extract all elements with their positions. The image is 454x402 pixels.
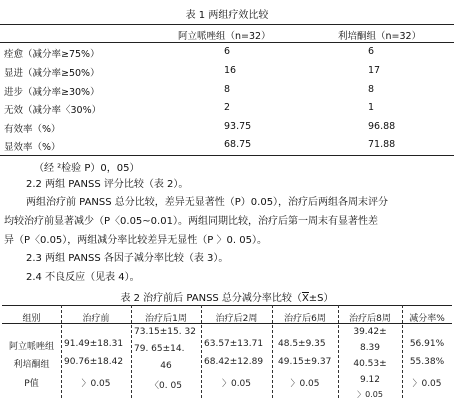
cell-value: 39.42± (353, 327, 387, 337)
section-2-3-heading: 2.3 两组 PANSS 各因子减分率比较（表 3）。 (26, 253, 229, 264)
cell-value: 9.12 (359, 375, 381, 385)
caption-text: ±S） (308, 293, 334, 304)
cell-value: 8 (368, 84, 375, 95)
cell-value: 90.76±18.42 (64, 357, 124, 367)
header-rate: 减分率% (409, 314, 445, 324)
caption-text: 表 2 治疗前后 PANSS 总分减分率比较（ (120, 293, 302, 304)
cell-value: 48.5±9.35 (278, 339, 326, 349)
table1-header-rule (0, 42, 454, 43)
cell-value: 〉0.05 (81, 379, 111, 389)
table1-caption: 表 1 两组疗效比较 (185, 10, 269, 21)
cell-value: 6 (224, 46, 231, 57)
cell-value: 68.75 (224, 139, 252, 150)
row-label: 无效（减分率〈30%） (4, 105, 102, 116)
cell-value: 6 (368, 46, 375, 57)
table1-header-col2: 利培酮组（n=32） (338, 31, 422, 42)
cell-value: 〈0. 05 (150, 381, 182, 391)
cell-value: 49.15±9.37 (278, 357, 332, 367)
cell-value: 96.88 (368, 121, 396, 132)
row-label: 显效率（%） (4, 142, 61, 153)
cell-value: 1 (368, 102, 375, 113)
cell-value: 63.57±13.71 (204, 339, 264, 349)
header-group: 组别 (22, 314, 41, 324)
table2-header-rule (2, 323, 452, 324)
header-week6: 治疗后6周 (284, 314, 326, 324)
row-label: 进步（减分率≥30%） (4, 87, 100, 98)
row-label: 有效率（%） (4, 124, 61, 135)
cell-value: 〉0.05 (290, 379, 320, 389)
table1-bottom-rule (0, 155, 454, 156)
cell-value: 〉0.05 (412, 379, 442, 389)
table2-caption (0, 289, 454, 304)
cell-value: 8.39 (359, 343, 381, 353)
header-week8: 治疗后8周 (349, 314, 391, 324)
section-2-4-heading: 2.4 不良反应（见表 4）。 (26, 272, 140, 283)
cell-value: 55.38% (409, 357, 445, 367)
section-2-2-heading: 2.2 两组 PANSS 评分比较（表 2）。 (26, 179, 189, 190)
group-label: 利培酮组 (13, 360, 50, 370)
cell-value: 8 (224, 84, 231, 95)
header-week1: 治疗后1周 (145, 314, 187, 324)
paragraph-line: 两组治疗前 PANSS 总分比较，差异无显著性（P）0.05），治疗后两组各周末评分 (26, 197, 389, 208)
cell-value: 68.42±12.89 (204, 357, 264, 367)
header-week2: 治疗后2周 (215, 314, 258, 324)
cell-value: 2 (224, 102, 231, 113)
header-pre: 治疗前 (82, 314, 110, 324)
row-label: 痊愈（减分率≥75%） (4, 49, 100, 60)
cell-value: 79. 65±14. (134, 344, 185, 354)
group-label: P值 (24, 379, 39, 389)
mean-symbol: X (301, 293, 309, 304)
cell-value: 73.15±15. 32 (134, 327, 196, 337)
cell-value: 〉0.05 (357, 390, 383, 399)
group-label: 阿立哌唑组 (8, 342, 54, 352)
table1-footnote: （经 ²检验 P）0，05） (34, 163, 140, 174)
paragraph-line: 均较治疗前显著减少（P〈0.05~0.01）。两组同期比较，治疗后第一周末有显著性差 (4, 216, 378, 227)
cell-value: 71.88 (368, 139, 396, 150)
paragraph-line: 异（P〈0.05），两组减分率比较差异无显性（P 〉0. 05）。 (4, 235, 267, 246)
cell-value: 40.53± (353, 359, 387, 369)
cell-value: 17 (368, 65, 381, 76)
table2-top-rule (2, 305, 452, 306)
table1-top-rule (0, 24, 454, 25)
cell-value: 91.49±18.31 (64, 339, 124, 349)
cell-value: 46 (160, 361, 172, 371)
cell-value: 〉0.05 (221, 379, 252, 389)
row-label: 显进（减分率≥50%） (4, 68, 100, 79)
table1-header-col1: 阿立哌唑组（n=32） (178, 31, 271, 42)
cell-value: 56.91% (409, 339, 445, 349)
cell-value: 93.75 (224, 121, 252, 132)
cell-value: 16 (224, 65, 237, 76)
